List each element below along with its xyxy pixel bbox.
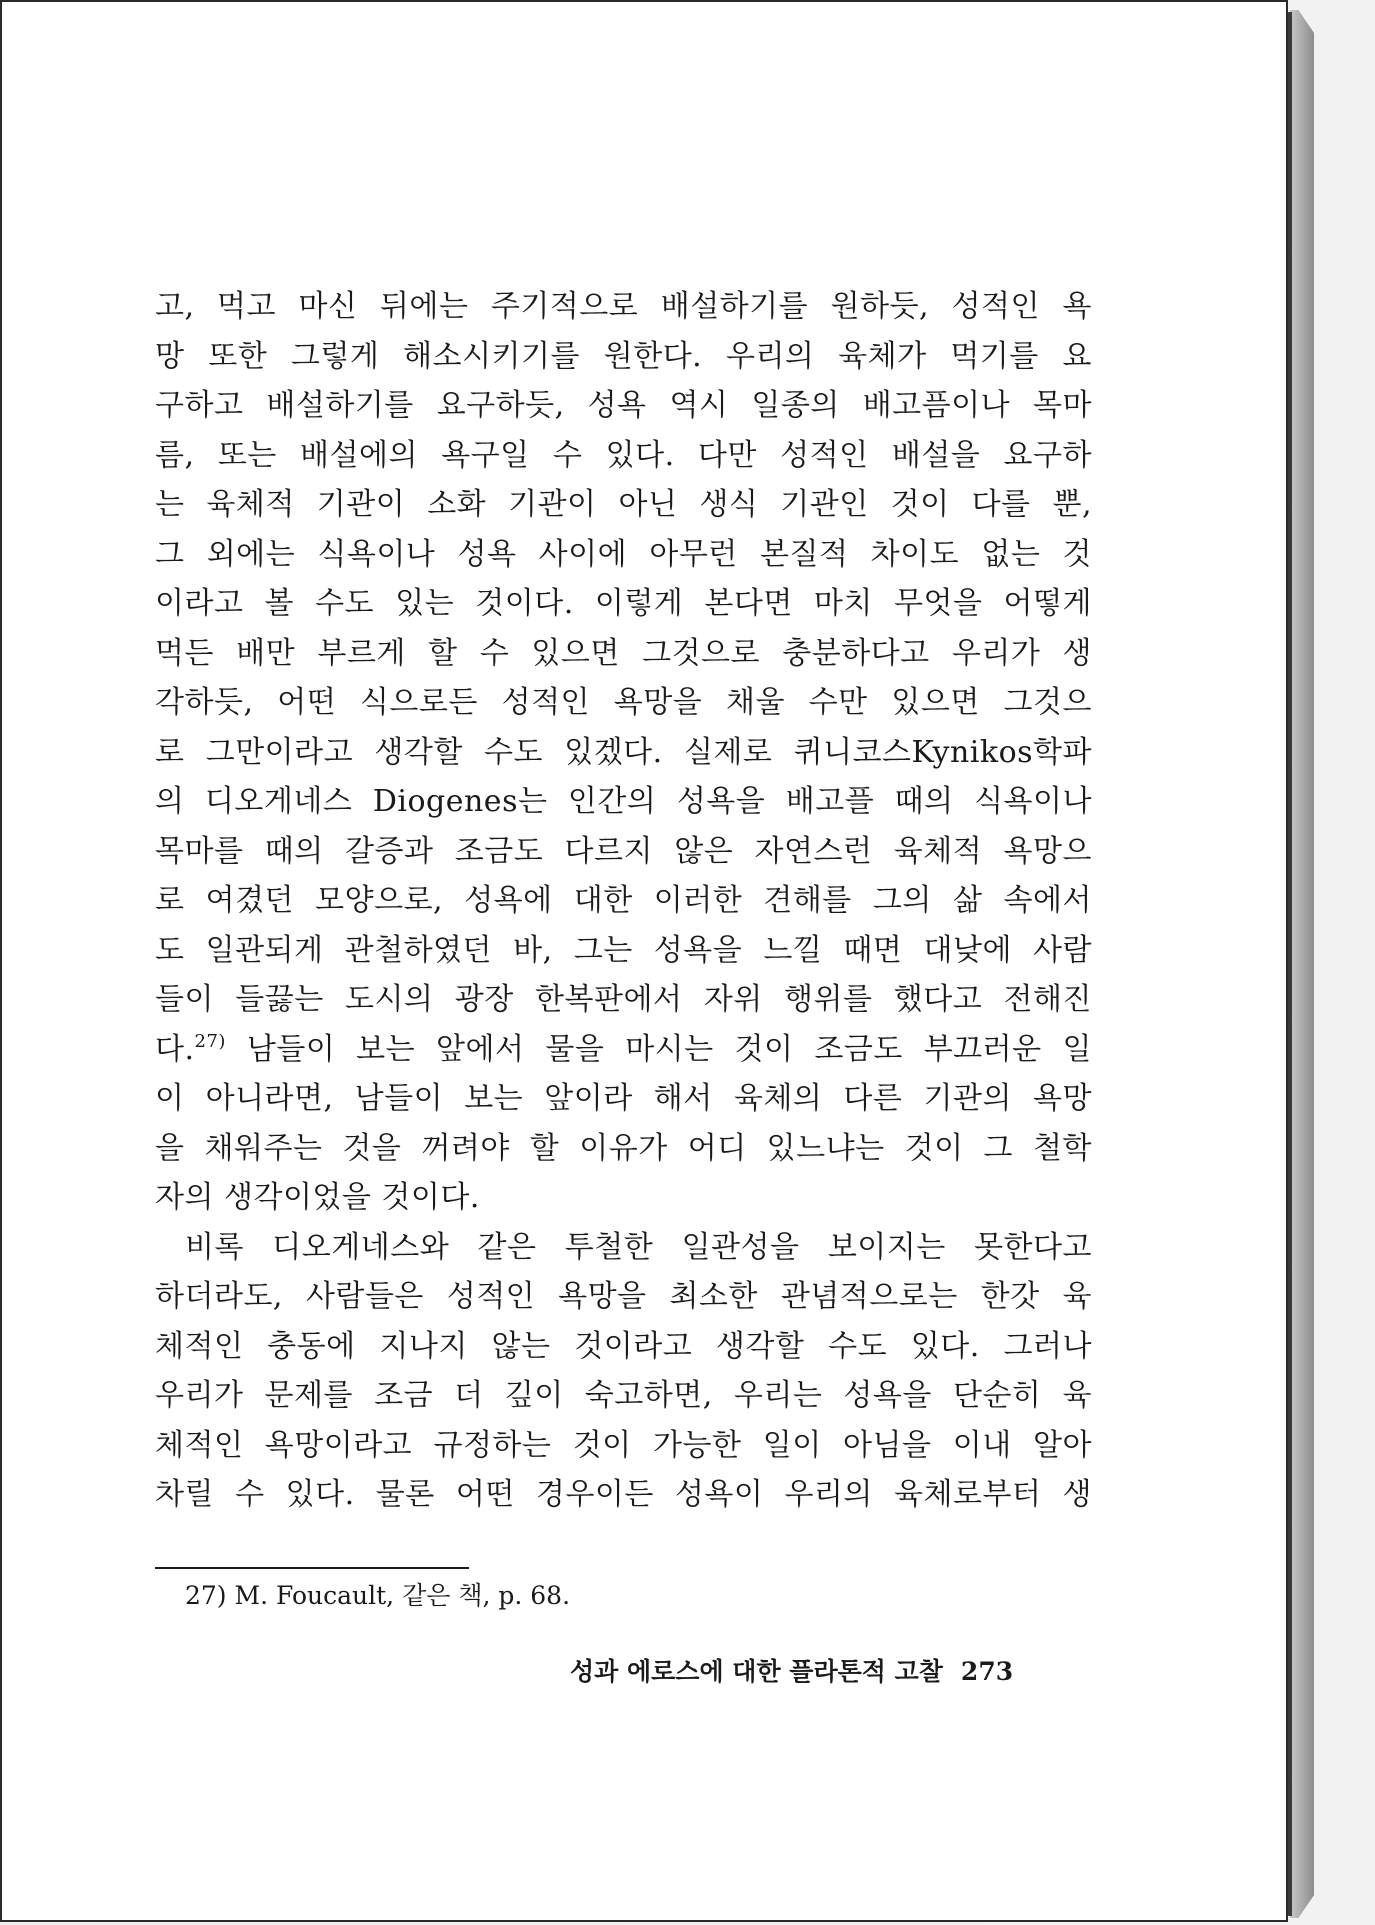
text-line: 는 육체적 기관이 소화 기관이 아닌 생식 기관인 것이 다를 뿐, <box>155 487 1092 522</box>
text-segment: 남들이 보는 앞에서 물을 마시는 것이 조금도 부끄러운 일 <box>246 1031 1092 1067</box>
footnote: 27) M. Foucault, 같은 책, p. 68. <box>185 1581 571 1610</box>
page-number: 273 <box>960 1657 1014 1686</box>
chapter-title: 성과 에로스에 대한 플라톤적 고찰 <box>570 1657 943 1686</box>
text-line: 우리가 문제를 조금 더 깊이 숙고하면, 우리는 성욕을 단순히 육 <box>155 1378 1092 1413</box>
text-line: 의 디오게네스 Diogenes는 인간의 성욕을 배고플 때의 식욕이나 <box>155 784 1092 819</box>
text-line: 고, 먹고 마신 뒤에는 주기적으로 배설하기를 원하듯, 성적인 욕 <box>155 289 1092 324</box>
text-line: 름, 또는 배설에의 욕구일 수 있다. 다만 성적인 배설을 요구하 <box>155 437 1092 473</box>
footnote-divider <box>155 1567 469 1569</box>
text-line: 구하고 배설하기를 요구하듯, 성욕 역시 일종의 배고픔이나 목마 <box>155 388 1092 423</box>
text-line: 차릴 수 있다. 물론 어떤 경우이든 성욕이 우리의 육체로부터 생 <box>155 1477 1092 1512</box>
text-line: 그 외에는 식욕이나 성욕 사이에 아무런 본질적 차이도 없는 것 <box>155 536 1092 572</box>
text-line: 이라고 볼 수도 있는 것이다. 이렇게 본다면 마치 무엇을 어떻게 <box>155 586 1092 621</box>
text-line: 체적인 충동에 지나지 않는 것이라고 생각할 수도 있다. 그러나 <box>155 1328 1092 1364</box>
text-line: 각하듯, 어떤 식으로든 성적인 욕망을 채울 수만 있으면 그것으 <box>155 685 1092 720</box>
text-line: 이 아니라면, 남들이 보는 앞이라 해서 육체의 다른 기관의 욕망 <box>155 1081 1092 1116</box>
body-text <box>155 282 1092 1520</box>
text-line: 망 또한 그렇게 해소시키기를 원한다. 우리의 육체가 먹기를 요 <box>155 338 1092 374</box>
text-line: 을 채워주는 것을 꺼려야 할 이유가 어디 있느냐는 것이 그 철학 <box>155 1130 1092 1166</box>
text-line: 로 여겼던 모양으로, 성욕에 대한 이러한 견해를 그의 삶 속에서 <box>155 883 1092 918</box>
text-line: 하더라도, 사람들은 성적인 욕망을 최소한 관념적으로는 한갓 육 <box>155 1279 1092 1314</box>
running-footer <box>570 1652 1013 1692</box>
text-line: 들이 들끓는 도시의 광장 한복판에서 자위 행위를 했다고 전해진 <box>155 982 1092 1017</box>
text-line: 로 그만이라고 생각할 수도 있겠다. 실제로 퀴니코스Kynikos학파 <box>155 734 1092 770</box>
text-line: 자의 생각이었을 것이다. <box>155 1180 480 1215</box>
text-line-with-footnote <box>155 1025 1092 1075</box>
text-line: 목마를 때의 갈증과 조금도 다르지 않은 자연스런 육체적 욕망으 <box>155 833 1092 869</box>
paragraph-first-line: 비록 디오게네스와 같은 투철한 일관성을 보이지는 못한다고 <box>185 1229 1092 1265</box>
text-segment: 다. <box>155 1031 195 1067</box>
text-line: 먹든 배만 부르게 할 수 있으면 그것으로 충분하다고 우리가 생 <box>155 635 1092 671</box>
text-line: 체적인 욕망이라고 규정하는 것이 가능한 일이 아님을 이내 알아 <box>155 1427 1092 1463</box>
footnote-reference[interactable]: 27) <box>194 1030 226 1052</box>
page-stack-edge <box>1290 10 1314 1918</box>
text-line: 도 일관되게 관철하였던 바, 그는 성욕을 느낄 때면 대낮에 사람 <box>155 932 1092 968</box>
